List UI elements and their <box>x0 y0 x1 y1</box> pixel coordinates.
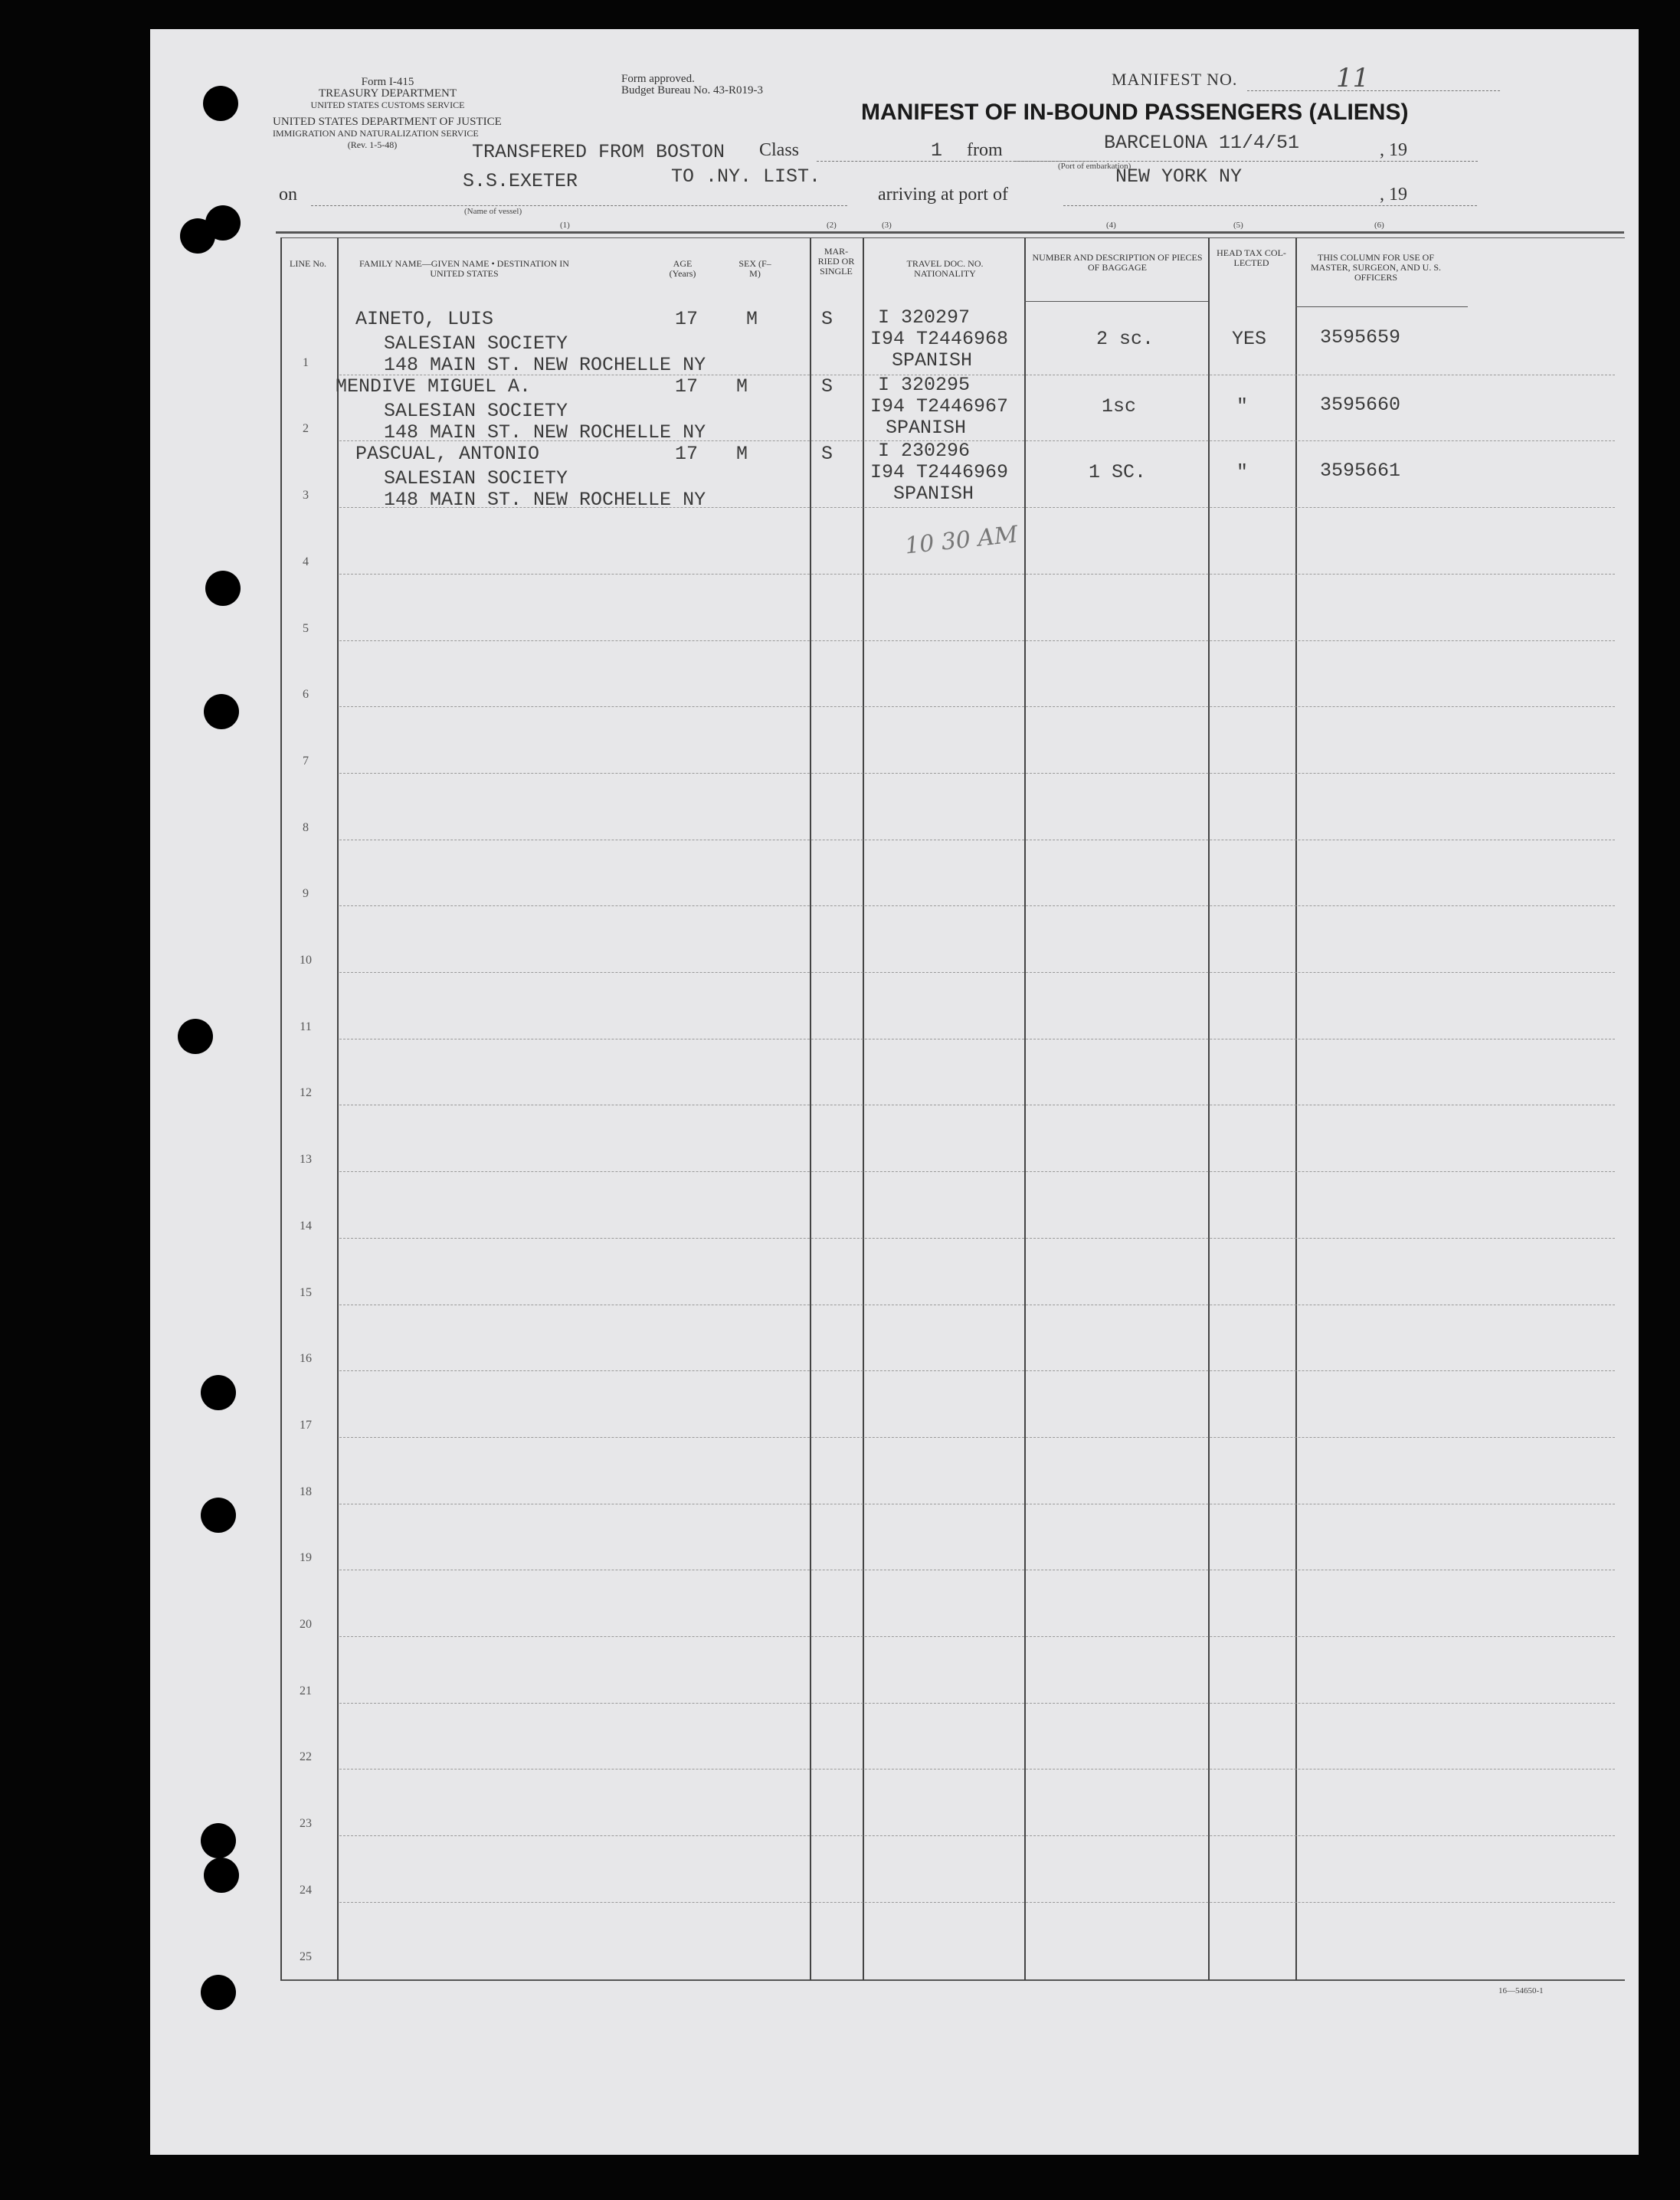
p2-baggage: 1sc <box>1102 395 1137 417</box>
p2-name: MENDIVE MIGUEL A. <box>336 375 532 398</box>
col-divider-officers <box>1295 237 1297 1980</box>
arriving-underline <box>1063 205 1477 206</box>
line-number: 5 <box>303 621 309 635</box>
line-number: 16 <box>300 1352 312 1366</box>
approval-block <box>621 74 763 97</box>
arriving-label: arriving at port of <box>878 185 1008 205</box>
p2-doc1: I 320295 <box>878 374 971 396</box>
line-number: 11 <box>300 1020 312 1033</box>
header-sex: SEX (F–M) <box>738 258 771 279</box>
from-value: BARCELONA 11/4/51 <box>1104 132 1300 154</box>
line-number: 4 <box>303 555 309 568</box>
header-age: AGE (Years) <box>669 258 696 279</box>
p2-doc2: I94 T2446967 <box>870 395 1009 417</box>
table-top-rule <box>276 231 1624 234</box>
line-number: 20 <box>300 1618 312 1631</box>
p1-age: 17 <box>675 308 699 330</box>
header-married: MAR- RIED OR SINGLE <box>817 246 855 277</box>
p3-age: 17 <box>675 443 699 465</box>
binder-hole <box>201 1498 236 1533</box>
line-number: 17 <box>300 1418 312 1432</box>
row-divider <box>339 1238 1615 1239</box>
p1-status: S <box>821 308 833 330</box>
p1-doc2: I94 T2446968 <box>870 328 1009 350</box>
p1-sex: M <box>746 308 758 330</box>
header-officers: THIS COLUMN FOR USE OF MASTER, SURGEON, AND U. S. OFFICERS <box>1310 252 1442 283</box>
col-divider-married <box>810 237 811 1980</box>
binder-hole <box>201 1375 236 1410</box>
row-divider <box>339 773 1615 774</box>
p3-nationality: SPANISH <box>893 483 974 505</box>
class-value: 1 <box>931 139 943 162</box>
manifest-no-value: 11 <box>1336 63 1370 93</box>
col-num-5: (5) <box>1233 221 1243 230</box>
p3-baggage: 1 SC. <box>1089 461 1147 483</box>
binder-hole <box>204 694 239 729</box>
year-suffix-2: , 19 <box>1380 185 1407 205</box>
row-divider <box>339 905 1615 906</box>
dept-customs: UNITED STATES CUSTOMS SERVICE <box>310 100 465 110</box>
header-underline-baggage <box>1024 301 1208 302</box>
p1-nationality: SPANISH <box>892 349 973 372</box>
form-id-block <box>288 77 487 111</box>
port-embarkation-note: (Port of embarkation) <box>1058 162 1131 171</box>
binder-hole <box>205 571 241 606</box>
manifest-no-underline <box>1247 90 1500 91</box>
manifest-title: MANIFEST OF IN-BOUND PASSENGERS (ALIENS) <box>861 100 1409 125</box>
transfer-note: TRANSFERED FROM BOSTON <box>472 141 725 163</box>
row-divider <box>339 640 1615 641</box>
arriving-value: NEW YORK NY <box>1115 165 1243 188</box>
header-name: FAMILY NAME—GIVEN NAME • DESTINATION IN UNITED STATES <box>359 258 569 279</box>
binder-hole <box>201 1823 236 1858</box>
from-label: from <box>967 140 1003 160</box>
line-number: 21 <box>300 1684 312 1697</box>
vessel-name: S.S.EXETER <box>463 170 578 192</box>
list-note: TO .NY. LIST. <box>671 165 821 188</box>
col-num-4: (4) <box>1106 221 1116 230</box>
col-divider-name <box>337 237 339 1980</box>
line-number: 9 <box>303 887 309 901</box>
line-number: 15 <box>300 1285 312 1299</box>
col-num-2: (2) <box>827 221 837 230</box>
header-travel: TRAVEL DOC. NO. NATIONALITY <box>906 258 984 279</box>
revision: (Rev. 1-5-48) <box>347 139 398 150</box>
header-head-tax: HEAD TAX COL- LECTED <box>1217 247 1286 268</box>
col-divider-tax <box>1208 237 1210 1980</box>
p3-dest1: SALESIAN SOCIETY <box>384 467 568 489</box>
row-divider <box>339 1370 1615 1371</box>
line-number: 2 <box>303 422 309 436</box>
p2-nationality: SPANISH <box>886 417 967 439</box>
budget-bureau: Budget Bureau No. 43-R019-3 <box>621 84 763 97</box>
p1-officer: 3595659 <box>1320 326 1401 349</box>
line-number: 19 <box>300 1551 312 1565</box>
header-line-no: LINE No. <box>290 258 326 269</box>
header-underline-officers <box>1295 306 1468 307</box>
vessel-underline <box>311 205 847 206</box>
col-num-6: (6) <box>1374 221 1384 230</box>
binder-hole <box>178 1019 213 1054</box>
table-bottom-rule <box>280 1979 1625 1981</box>
dept-ins: IMMIGRATION AND NATURALIZATION SERVICE <box>273 128 479 139</box>
line-number: 25 <box>300 1950 312 1963</box>
row-divider <box>339 1902 1615 1903</box>
dept-justice: UNITED STATES DEPARTMENT OF JUSTICE <box>273 116 502 128</box>
col-num-3: (3) <box>882 221 892 230</box>
col-divider-travel <box>863 237 864 1980</box>
row-divider <box>339 1703 1615 1704</box>
p3-doc1: I 230296 <box>878 440 971 462</box>
vessel-note: (Name of vessel) <box>464 207 522 216</box>
handwritten-time: 10 30 AM <box>903 521 1020 560</box>
p2-status: S <box>821 375 833 398</box>
manifest-no-label: MANIFEST NO. <box>1112 70 1238 89</box>
p2-dest1: SALESIAN SOCIETY <box>384 400 568 422</box>
binder-hole <box>203 86 238 121</box>
p1-dest2: 148 MAIN ST. NEW ROCHELLE NY <box>384 354 706 376</box>
p1-tax: YES <box>1232 328 1267 350</box>
justice-block <box>273 116 502 151</box>
binder-hole <box>204 1858 239 1893</box>
row-divider <box>339 1835 1615 1836</box>
p2-tax: " <box>1236 395 1249 417</box>
on-label: on <box>279 185 297 205</box>
row-divider <box>339 1636 1615 1637</box>
col-num-1: (1) <box>560 221 570 230</box>
p3-officer: 3595661 <box>1320 460 1401 482</box>
line-number: 10 <box>300 954 312 967</box>
binder-hole <box>201 1975 236 2010</box>
p3-name: PASCUAL, ANTONIO <box>355 443 540 465</box>
p1-name: AINETO, LUIS <box>355 308 494 330</box>
row-divider <box>339 706 1615 707</box>
line-number: 14 <box>300 1219 312 1233</box>
row-divider <box>339 1437 1615 1438</box>
line-number: 6 <box>303 688 309 702</box>
form-number: Form I-415 <box>361 76 414 88</box>
line-number: 12 <box>300 1086 312 1100</box>
p2-dest2: 148 MAIN ST. NEW ROCHELLE NY <box>384 421 706 444</box>
line-number: 1 <box>303 355 309 369</box>
p1-dest1: SALESIAN SOCIETY <box>384 332 568 355</box>
line-number: 8 <box>303 820 309 834</box>
class-label: Class <box>759 140 800 160</box>
manifest-page <box>150 29 1639 2155</box>
p3-dest2: 148 MAIN ST. NEW ROCHELLE NY <box>384 489 706 511</box>
dept-treasury: TREASURY DEPARTMENT <box>318 87 457 100</box>
line-number: 24 <box>300 1883 312 1897</box>
line-number: 18 <box>300 1485 312 1498</box>
p2-sex: M <box>736 375 748 398</box>
p2-officer: 3595660 <box>1320 394 1401 416</box>
table-left-border <box>280 237 282 1980</box>
line-number: 23 <box>300 1817 312 1831</box>
header-baggage: NUMBER AND DESCRIPTION OF PIECES OF BAGGAGE <box>1032 252 1203 273</box>
footer-code: 16—54650-1 <box>1498 1986 1544 1995</box>
line-number: 22 <box>300 1750 312 1764</box>
year-suffix: , 19 <box>1380 140 1407 160</box>
row-divider <box>339 1171 1615 1172</box>
row-divider <box>339 972 1615 973</box>
binder-hole <box>205 205 241 241</box>
form-approved: Form approved. <box>621 73 695 85</box>
p1-baggage: 2 sc. <box>1096 328 1154 350</box>
p3-tax: " <box>1236 461 1249 483</box>
col-divider-baggage <box>1024 237 1026 1980</box>
p3-doc2: I94 T2446969 <box>870 461 1009 483</box>
p2-age: 17 <box>675 375 699 398</box>
p3-status: S <box>821 443 833 465</box>
p3-sex: M <box>736 443 748 465</box>
table-top-rule-2 <box>280 237 1625 238</box>
line-number: 7 <box>303 754 309 768</box>
p1-doc1: I 320297 <box>878 306 971 329</box>
line-number: 3 <box>303 489 309 503</box>
row-divider <box>339 574 1615 575</box>
line-number: 13 <box>300 1153 312 1167</box>
